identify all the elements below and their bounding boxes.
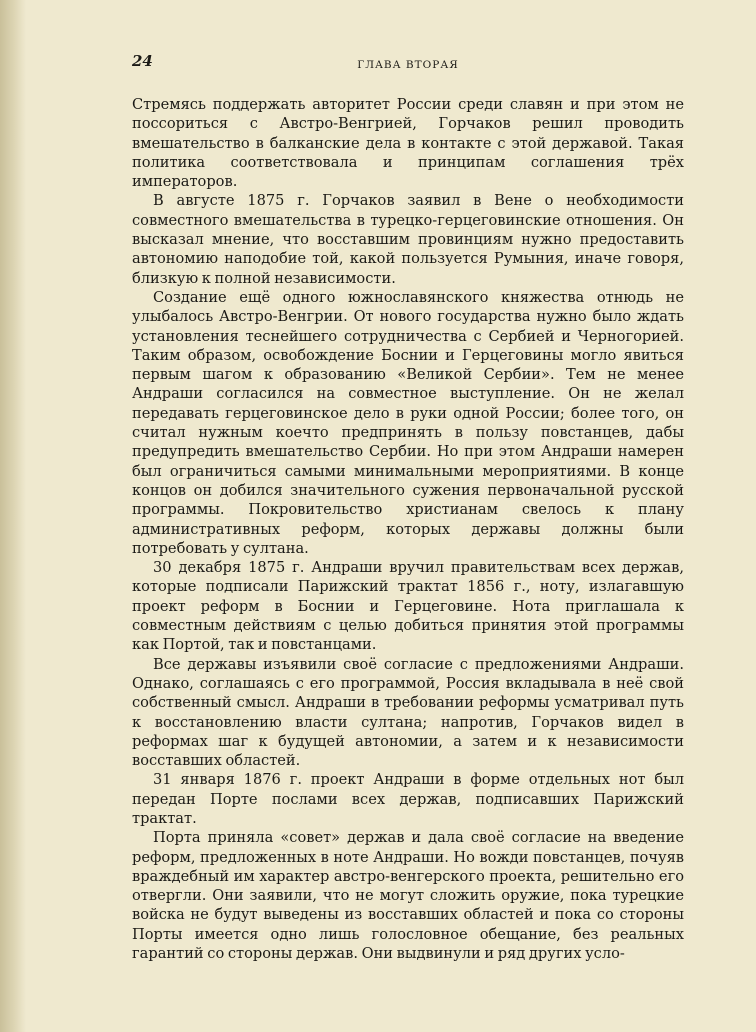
book-page: [132, 44, 684, 963]
paragraph: Все державы изъявили своё согласие с предложениями Андраши. Однако, соглашаясь с его программой, Россия вкладывала в неё свой собственный смысл. Андраши в требовании реформы усматривал путь к восстановлению власти султана; напротив, Горчаков видел в реформах шаг к будущей автономии, а затем и к независимости восставших областей.: [132, 655, 684, 770]
page-number: 24: [132, 52, 153, 70]
paragraph: 30 декабря 1875 г. Андраши вручил правительствам всех держав, которые подписали Парижский трактат 1856 г., ноту, излагавшую проект реформ в Боснии и Герцеговине. Нота приглашала к совместным действиям с целью добиться принятия этой программы как Портой, так и повстанцами.: [132, 559, 684, 654]
paragraph: В августе 1875 г. Горчаков заявил в Вене о необходимости совместного вмешательства в турецко-герцеговинские отношения. Он высказал мнение, что восставшим провинциям нужно предоставить автономию наподобие той, какой пользуется Румыния, иначе говоря, близкую к полной независимости.: [132, 192, 684, 287]
body-text: [132, 95, 684, 963]
running-title: ГЛАВА ВТОРАЯ: [357, 59, 459, 71]
paragraph: 31 января 1876 г. проект Андраши в форме отдельных нот был передан Порте послами всех держав, подписавших Парижский трактат.: [132, 771, 684, 827]
page-header: [132, 44, 684, 74]
paragraph: Создание ещё одного южнославянского княжества отнюдь не улыбалось Австро-Венгрии. От нового государства нужно было ждать установления теснейшего сотрудничества с Сербией и Черногорией. Таким образом, освобождение Боснии и Герцеговины могло явиться первым шагом к образованию «Великой Сербии». Тем не менее Андраши согласился на совместное выступление. Он не желал передавать герцеговинское дело в руки одной России; более того, он считал нужным коечто предпринять в пользу повстанцев, дабы предупредить вмешательство Сербии. Но при этом Андраши намерен был ограничиться самыми минимальными мероприятиями. В конце концов он добился значительного сужения первоначальной русской программы. Покровительство христианам свелось к плану административных реформ, которых державы должны были потребовать у султана.: [132, 288, 684, 557]
paragraph: Порта приняла «совет» держав и дала своё согласие на введение реформ, предложенных в ноте Андраши. Но вожди повстанцев, почуяв враждебный им характер австро-венгерского проекта, решительно его отвергли. Они заявили, что не могут сложить оружие, пока турецкие войска не будут выведены из восставших областей и пока со стороны Порты имеется одно лишь голословное обещание, без реальных гарантий со стороны держав. Они выдвинули и ряд других усло-: [132, 829, 684, 963]
book-spine-shadow: [0, 0, 26, 1032]
paragraph: Стремясь поддержать авторитет России среди славян и при этом не поссориться с Австро-Венгрией, Горчаков решил проводить вмешательство в балканские дела в контакте с этой державой. Такая политика соответствовала и принципам соглашения трёх императоров.: [132, 96, 684, 191]
